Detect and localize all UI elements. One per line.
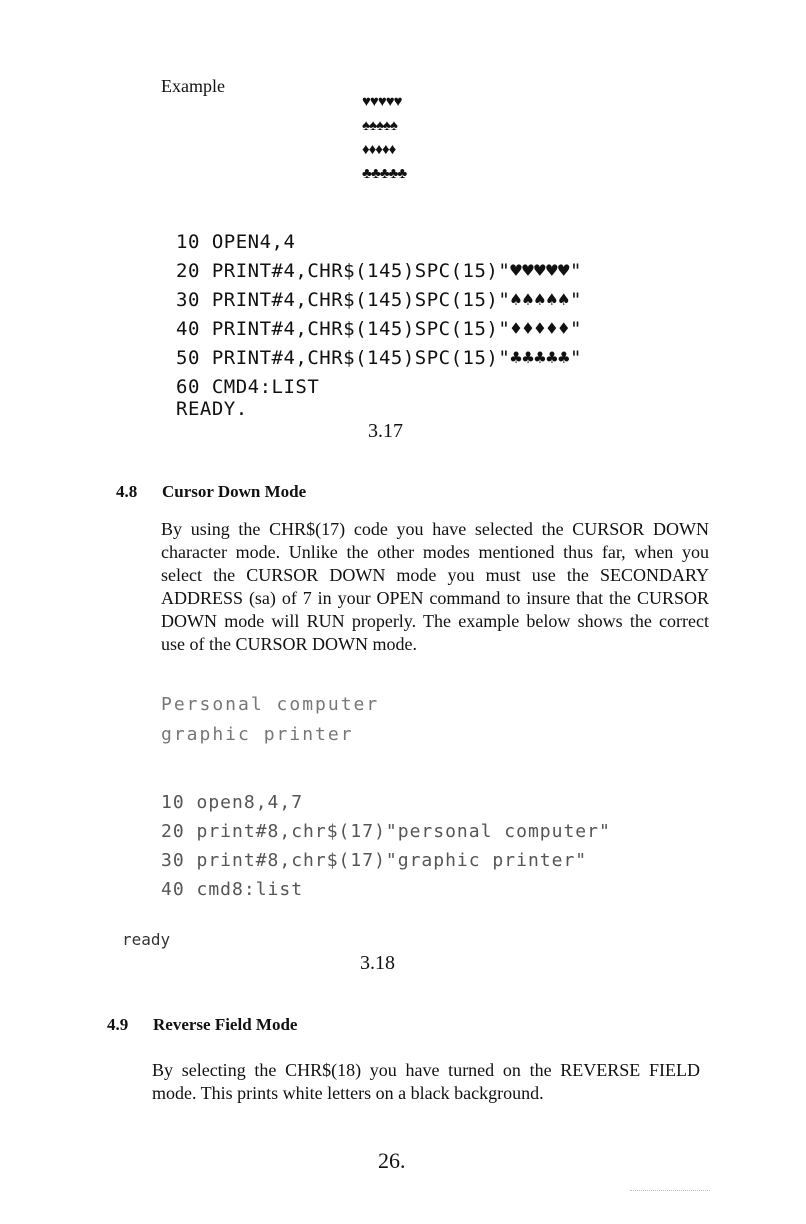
section-body-4-9: By selecting the CHR$(18) you have turned on the REVERSE FIELD mode. This prints white letters on a black background. xyxy=(152,1060,700,1103)
page-number: 26. xyxy=(378,1148,406,1173)
ready-prompt-1: READY. xyxy=(176,398,248,420)
code-line: 60 CMD4:LIST xyxy=(176,376,320,398)
ready-prompt-2: ready xyxy=(122,930,171,949)
dot-matrix-output xyxy=(161,690,379,750)
suit-row-diamonds: ♦♦♦♦♦ xyxy=(362,142,396,158)
code-line: 40 PRINT#4,CHR$(145)SPC(15)"♦♦♦♦♦" xyxy=(176,318,582,340)
suit-row-clubs: ♣♣♣♣♣ xyxy=(362,166,407,182)
output-line: Personal computer xyxy=(161,694,380,715)
section-title-4-8: Cursor Down Mode xyxy=(162,482,307,501)
figure-number-1: 3.17 xyxy=(368,420,403,442)
section-body-4-8: By using the CHR$(17) code you have selected the CURSOR DOWN character mode. Unlike the other modes mentioned thus far, when you select the CURSOR DOWN mode you must use the SECONDARY ADDRESS (sa) of 7 in your OPEN command to insure that the CURSOR DOWN mode will RUN properly. The example below shows the correct use of the CURSOR DOWN mode. xyxy=(161,519,709,654)
code-line: 20 print#8,chr$(17)"personal computer" xyxy=(161,821,611,842)
section-number-4-9: 4.9 xyxy=(107,1015,129,1034)
section-title-4-9: Reverse Field Mode xyxy=(153,1015,298,1034)
program-listing-2 xyxy=(161,788,611,904)
code-line: 10 OPEN4,4 xyxy=(176,231,296,253)
example-label: Example xyxy=(161,76,225,96)
figure-number-2: 3.18 xyxy=(360,952,395,974)
example-suit-rows xyxy=(362,90,406,186)
code-line: 10 open8,4,7 xyxy=(161,792,304,813)
code-line: 30 print#8,chr$(17)"graphic printer" xyxy=(161,850,588,871)
code-line: 20 PRINT#4,CHR$(145)SPC(15)"♥♥♥♥♥" xyxy=(176,260,582,282)
scan-artifact-divider xyxy=(630,1190,710,1191)
code-line: 40 cmd8:list xyxy=(161,879,304,900)
code-line: 50 PRINT#4,CHR$(145)SPC(15)"♣♣♣♣♣" xyxy=(176,347,582,369)
program-listing-1 xyxy=(176,228,582,402)
section-number-4-8: 4.8 xyxy=(116,482,138,501)
code-line: 30 PRINT#4,CHR$(145)SPC(15)"♠♠♠♠♠" xyxy=(176,289,582,311)
suit-row-hearts: ♥♥♥♥♥ xyxy=(362,94,402,110)
suit-row-spades: ♠♠♠♠♠ xyxy=(362,118,397,134)
output-line: graphic printer xyxy=(161,724,354,745)
